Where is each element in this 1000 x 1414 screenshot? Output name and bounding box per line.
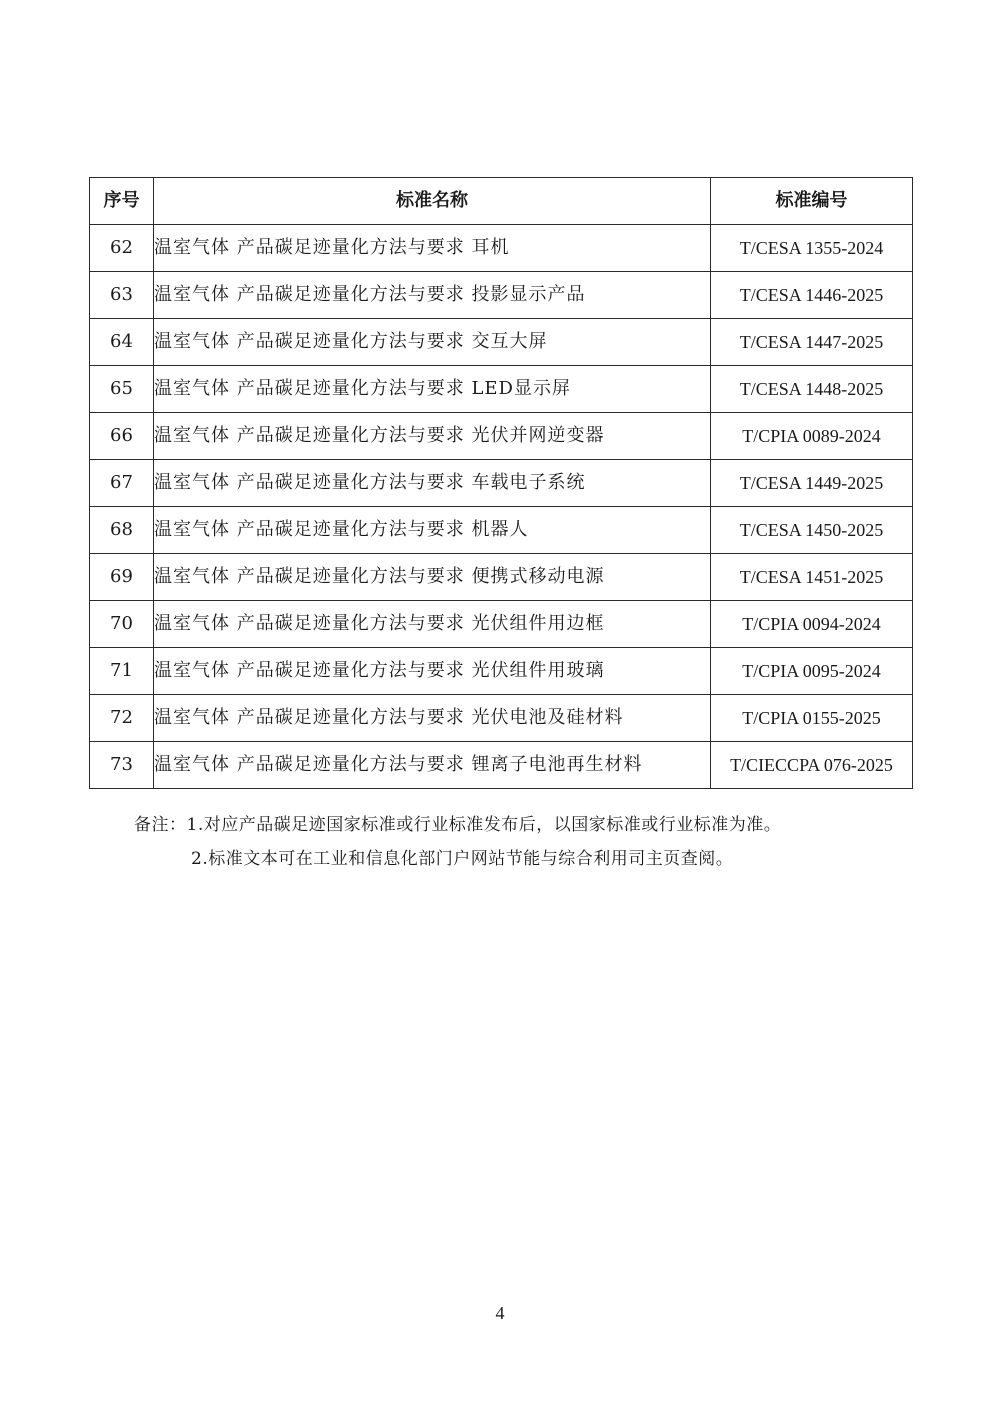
row-number: 66 xyxy=(90,413,154,460)
row-standard-name: 温室气体 产品碳足迹量化方法与要求 光伏组件用边框 xyxy=(154,601,711,648)
header-standard-name: 标准名称 xyxy=(154,178,711,225)
row-number: 64 xyxy=(90,319,154,366)
row-standard-name: 温室气体 产品碳足迹量化方法与要求 LED显示屏 xyxy=(154,366,711,413)
row-number: 69 xyxy=(90,554,154,601)
table-row xyxy=(90,742,913,789)
row-standard-code: T/CESA 1449-2025 xyxy=(711,460,913,507)
remarks xyxy=(134,808,781,876)
table-row xyxy=(90,695,913,742)
row-number: 70 xyxy=(90,601,154,648)
row-standard-code: T/CPIA 0155-2025 xyxy=(711,695,913,742)
row-number: 67 xyxy=(90,460,154,507)
table-row xyxy=(90,366,913,413)
row-standard-name: 温室气体 产品碳足迹量化方法与要求 便携式移动电源 xyxy=(154,554,711,601)
row-standard-name: 温室气体 产品碳足迹量化方法与要求 耳机 xyxy=(154,225,711,272)
row-number: 73 xyxy=(90,742,154,789)
row-standard-name: 温室气体 产品碳足迹量化方法与要求 光伏组件用玻璃 xyxy=(154,648,711,695)
table-row xyxy=(90,648,913,695)
row-number: 62 xyxy=(90,225,154,272)
standards-table xyxy=(89,177,913,789)
table-row xyxy=(90,554,913,601)
row-standard-code: T/CESA 1451-2025 xyxy=(711,554,913,601)
row-standard-name: 温室气体 产品碳足迹量化方法与要求 车载电子系统 xyxy=(154,460,711,507)
row-number: 71 xyxy=(90,648,154,695)
row-standard-code: T/CESA 1448-2025 xyxy=(711,366,913,413)
row-standard-code: T/CESA 1446-2025 xyxy=(711,272,913,319)
table-row xyxy=(90,507,913,554)
row-standard-code: T/CPIA 0094-2024 xyxy=(711,601,913,648)
row-number: 65 xyxy=(90,366,154,413)
table-row xyxy=(90,225,913,272)
row-standard-code: T/CESA 1355-2024 xyxy=(711,225,913,272)
row-standard-name: 温室气体 产品碳足迹量化方法与要求 机器人 xyxy=(154,507,711,554)
table-row xyxy=(90,601,913,648)
row-standard-name: 温室气体 产品碳足迹量化方法与要求 投影显示产品 xyxy=(154,272,711,319)
row-standard-code: T/CIECCPA 076-2025 xyxy=(711,742,913,789)
table-row xyxy=(90,460,913,507)
row-standard-code: T/CESA 1447-2025 xyxy=(711,319,913,366)
table-row xyxy=(90,272,913,319)
row-standard-name: 温室气体 产品碳足迹量化方法与要求 光伏并网逆变器 xyxy=(154,413,711,460)
row-standard-code: T/CPIA 0095-2024 xyxy=(711,648,913,695)
row-number: 72 xyxy=(90,695,154,742)
header-serial-number: 序号 xyxy=(90,178,154,225)
row-number: 68 xyxy=(90,507,154,554)
row-standard-code: T/CESA 1450-2025 xyxy=(711,507,913,554)
table-row xyxy=(90,413,913,460)
remark-line-1: 备注：1.对应产品碳足迹国家标准或行业标准发布后，以国家标准或行业标准为准。 xyxy=(134,815,782,835)
page-number: 4 xyxy=(495,1303,505,1323)
table-header-row xyxy=(90,178,913,225)
header-standard-code: 标准编号 xyxy=(711,178,913,225)
row-standard-code: T/CPIA 0089-2024 xyxy=(711,413,913,460)
row-standard-name: 温室气体 产品碳足迹量化方法与要求 光伏电池及硅材料 xyxy=(154,695,711,742)
remark-line-2: 2.标准文本可在工业和信息化部门户网站节能与综合利用司主页查阅。 xyxy=(191,849,734,869)
row-number: 63 xyxy=(90,272,154,319)
row-standard-name: 温室气体 产品碳足迹量化方法与要求 锂离子电池再生材料 xyxy=(154,742,711,789)
row-standard-name: 温室气体 产品碳足迹量化方法与要求 交互大屏 xyxy=(154,319,711,366)
table-row xyxy=(90,319,913,366)
